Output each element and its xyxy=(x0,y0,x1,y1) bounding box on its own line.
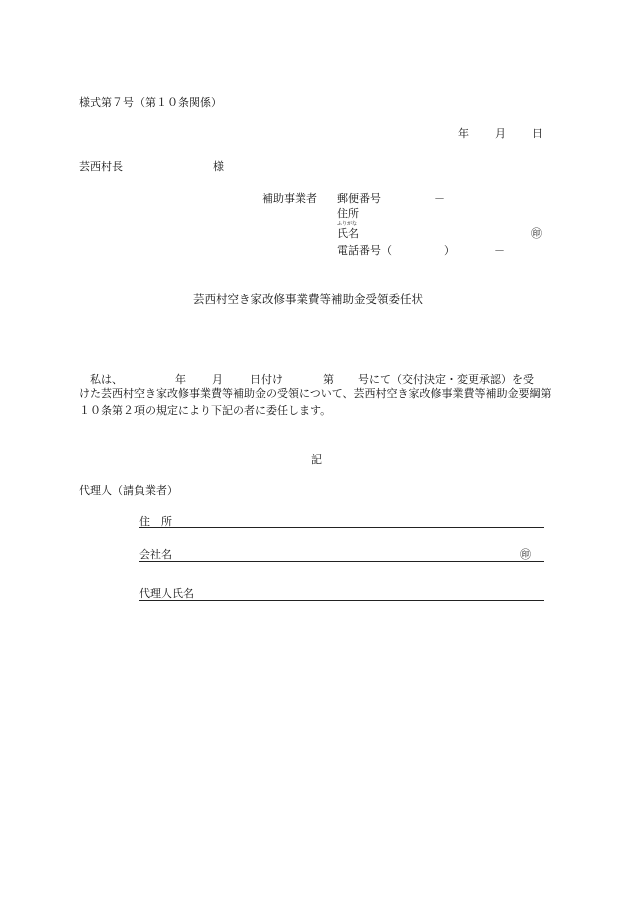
applicant-role-label: 補助事業者 xyxy=(262,192,317,205)
body-line1-year: 年 xyxy=(175,373,186,386)
date-year: 年 xyxy=(458,127,469,140)
addressee-name: 芸西村長 xyxy=(79,160,123,173)
phone-close-paren: ） xyxy=(444,244,455,257)
body-rest: けた芸西村空き家改修事業費等補助金の受領について、芸西村空き家改修事業費等補助金要綱第１０条第２項の規定により下記の者に委任します。 xyxy=(79,387,552,417)
postal-code-dash: － xyxy=(434,192,445,205)
phone-dash: － xyxy=(494,244,505,257)
applicant-seal: ㊞ xyxy=(531,227,542,240)
form-number: 様式第７号（第１０条関係） xyxy=(79,96,222,109)
body-line1-suffix: 号にて（交付決定・変更承認）を受 xyxy=(358,373,534,386)
agent-heading: 代理人（請負業者） xyxy=(79,484,178,497)
agent-company-line[interactable] xyxy=(139,561,544,562)
date-day: 日 xyxy=(532,127,543,140)
agent-name-line[interactable] xyxy=(139,600,544,601)
body-line1-prefix: 私は、 xyxy=(90,373,123,386)
body-line1-month: 月 xyxy=(212,373,223,386)
body-line1-day: 日付け xyxy=(250,373,283,386)
applicant-name-label: 氏名 xyxy=(337,227,359,240)
ki-heading: 記 xyxy=(311,453,322,466)
agent-address-label: 住 所 xyxy=(139,515,172,528)
agent-name-label: 代理人氏名 xyxy=(139,587,194,600)
date-month: 月 xyxy=(495,127,506,140)
agent-company-label: 会社名 xyxy=(139,548,172,561)
body-line1-no-prefix: 第 xyxy=(323,373,334,386)
addressee-honorific: 様 xyxy=(213,160,224,173)
document-title: 芸西村空き家改修事業費等補助金受領委任状 xyxy=(193,292,423,306)
agent-company-seal: ㊞ xyxy=(520,548,531,561)
postal-code-label: 郵便番号 xyxy=(337,192,381,205)
name-ruby: ふりがな xyxy=(337,221,358,227)
applicant-address-label: 住所 xyxy=(337,207,359,220)
agent-address-line[interactable] xyxy=(139,527,544,528)
phone-label: 電話番号（ xyxy=(337,244,392,257)
